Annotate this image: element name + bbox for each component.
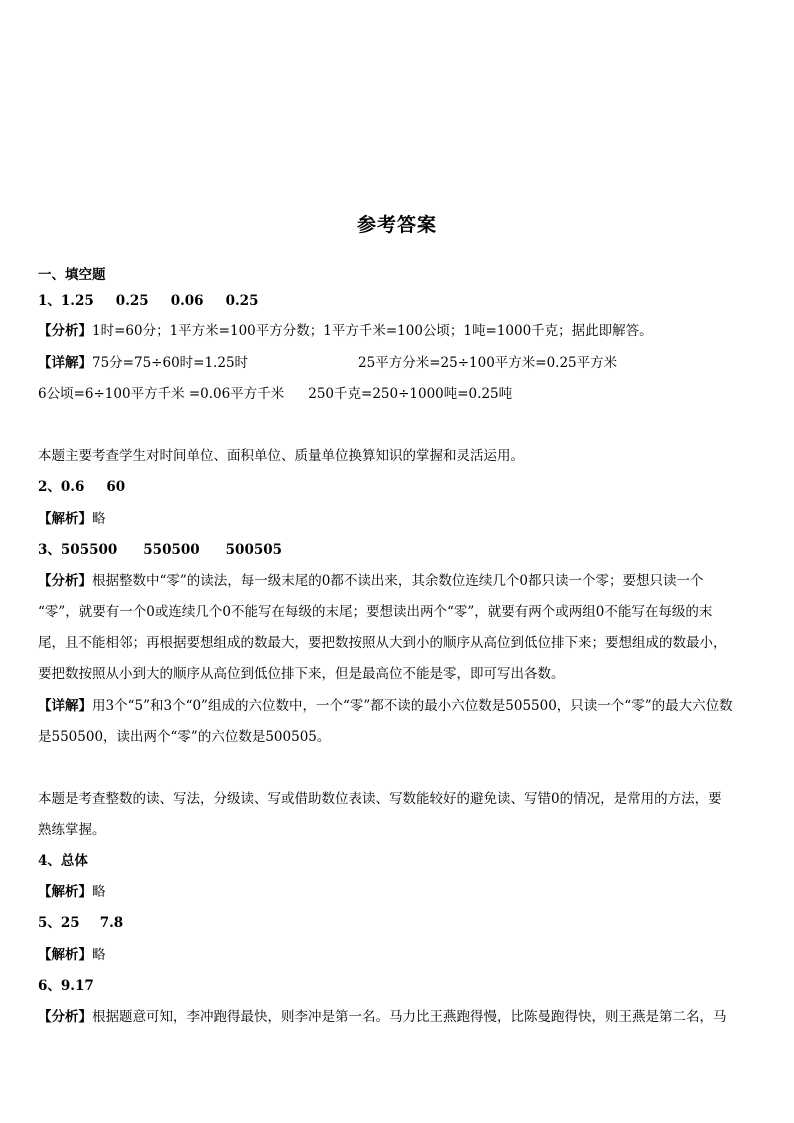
q6-answer: 9.17 <box>60 978 94 994</box>
explanation-tag: 【解析】 <box>38 511 92 527</box>
detail-tag: 【详解】 <box>38 355 92 371</box>
q3-analysis-line-4: 要把数按照从小到大的顺序从高位到低位排下来，但是最高位不能是零，即可写出各数。 <box>38 666 565 682</box>
analysis-tag: 【分析】 <box>38 573 92 589</box>
q6-number: 6、 <box>38 978 61 994</box>
q3-answer-2: 550500 <box>143 542 200 558</box>
q6-answer-line <box>38 977 94 995</box>
q2-explanation-text: 略 <box>92 511 106 527</box>
q6-analysis-text-1: 根据题意可知，李冲跑得最快，则李冲是第一名。马力比王燕跑得慢，比陈曼跑得快，则王燕是第二名，马 <box>92 1009 727 1025</box>
analysis-tag: 【分析】 <box>38 1009 92 1025</box>
q4-explanation-text: 略 <box>92 884 106 900</box>
q2-answer-line <box>38 478 125 496</box>
analysis-tag: 【分析】 <box>38 323 92 339</box>
q5-explanation-text: 略 <box>92 947 106 963</box>
q3-answer-line <box>38 541 282 559</box>
q3-answer-1: 505500 <box>60 542 118 558</box>
detail-tag: 【详解】 <box>38 698 92 714</box>
q3-summary-line-1: 本题是考查整数的读、写法，分级读、写或借助数位表读、写数能较好的避免读、写错0的情况，是常用的方法，要 <box>38 791 722 807</box>
q5-answer-2: 7.8 <box>99 915 124 931</box>
q1-detail-b: 25平方分米=25÷100平方米=0.25平方米 <box>358 355 618 371</box>
q1-answer-4: 0.25 <box>225 293 259 309</box>
q3-detail-text-1: 用3个“5”和3个“0”组成的六位数中，一个“零”都不读的最小六位数是505500，只读一个“零”的最大六位数 <box>92 698 733 714</box>
q1-detail-c: 6公顷=6÷100平方千米 =0.06平方千米 <box>38 386 285 402</box>
page-title: 参考答案 <box>356 214 437 236</box>
q5-answer-line <box>38 914 123 932</box>
q1-answer-1: 1.25 <box>60 293 94 309</box>
q1-detail <box>38 354 617 372</box>
q4-explanation <box>38 883 106 901</box>
explanation-tag: 【解析】 <box>38 884 92 900</box>
q2-answer-1: 0.6 <box>60 479 85 495</box>
q3-number: 3、 <box>38 542 61 558</box>
section-heading: 一、填空题 <box>38 267 106 283</box>
q5-number: 5、 <box>38 915 61 931</box>
q4-answer: 总体 <box>60 853 88 869</box>
q2-number: 2、 <box>38 479 61 495</box>
q2-explanation <box>38 510 106 528</box>
q3-analysis-line-1 <box>38 572 703 590</box>
q3-detail-line-2: 是550500，读出两个“零”的六位数是500505。 <box>38 729 331 745</box>
q1-number: 1、 <box>38 293 61 309</box>
q3-analysis-line-2: “零”，就要有一个0或连续几个0不能写在每级的末尾；要想读出两个“零”，就要有两个或两组0不能写在每级的末 <box>38 604 713 620</box>
q3-answer-3: 500505 <box>225 542 283 558</box>
q1-detail-d: 250千克=250÷1000吨=0.25吨 <box>308 386 513 402</box>
q1-analysis <box>38 322 653 340</box>
q3-summary-line-2: 熟练掌握。 <box>38 822 106 838</box>
q3-analysis-text-1: 根据整数中“零”的读法，每一级末尾的0都不读出来，其余数位连续几个0都只读一个零；要想只读一个 <box>92 573 704 589</box>
explanation-tag: 【解析】 <box>38 947 92 963</box>
q3-analysis-line-3: 尾，且不能相邻；再根据要想组成的数最大，要把数按照从大到小的顺序从高位到低位排下来；要想组成的数最小， <box>38 635 727 651</box>
q1-summary: 本题主要考查学生对时间单位、面积单位、质量单位换算知识的掌握和灵活运用。 <box>38 448 524 464</box>
q1-detail-cont <box>38 385 512 403</box>
q1-detail-a: 75分=75÷60时=1.25时 <box>92 355 249 371</box>
q4-answer-line <box>38 852 88 870</box>
q6-analysis-line-1 <box>38 1008 727 1026</box>
q1-answer-2: 0.25 <box>115 293 149 309</box>
q3-detail-line-1 <box>38 697 733 715</box>
q5-explanation <box>38 946 106 964</box>
q1-analysis-text: 1时=60分；1平方米=100平方分数；1平方千米=100公顷；1吨=1000千克；据此即解答。 <box>92 323 653 339</box>
q1-answer-line <box>38 292 258 310</box>
q1-answer-3: 0.06 <box>170 293 204 309</box>
q4-number: 4、 <box>38 853 61 869</box>
q2-answer-2: 60 <box>106 479 126 495</box>
q5-answer-1: 25 <box>60 915 80 931</box>
